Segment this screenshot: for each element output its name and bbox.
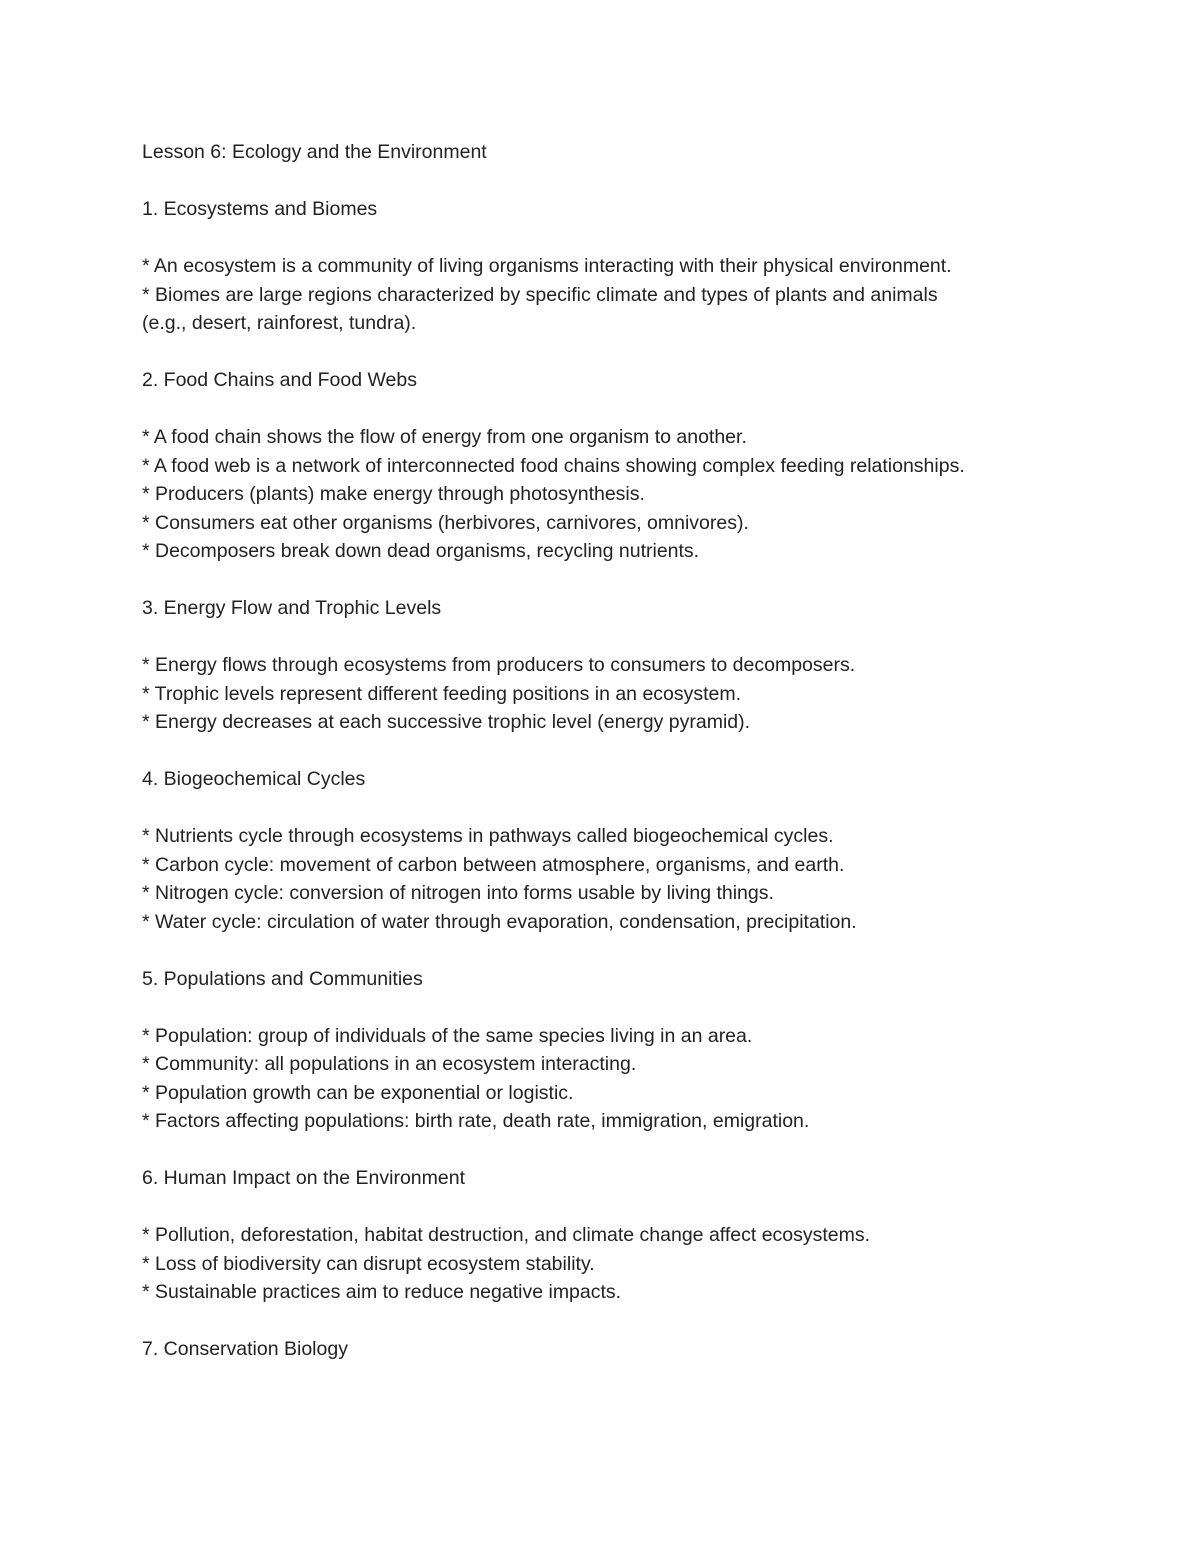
spacer xyxy=(142,794,1122,823)
spacer xyxy=(142,737,1122,766)
section-heading: 3. Energy Flow and Trophic Levels xyxy=(142,597,442,619)
document-title: Lesson 6: Ecology and the Environment xyxy=(142,141,487,163)
spacer xyxy=(142,338,1122,367)
spacer xyxy=(142,566,1122,595)
spacer xyxy=(142,1307,1122,1336)
spacer xyxy=(142,936,1122,965)
bullet-line: * Energy decreases at each successive trophic level (energy pyramid). xyxy=(142,711,751,733)
bullet-line: * A food web is a network of interconnected food chains showing complex feeding relationships. xyxy=(142,454,965,477)
bullet-line: * Consumers eat other organisms (herbivores, carnivores, omnivores). xyxy=(142,511,749,534)
section-food-chains-and-food-webs xyxy=(142,366,1122,594)
bullet-line: * Loss of biodiversity can disrupt ecosystem stability. xyxy=(142,1252,595,1275)
section-heading: 2. Food Chains and Food Webs xyxy=(142,369,417,391)
section-heading: 5. Populations and Communities xyxy=(142,967,423,990)
spacer xyxy=(142,1193,1122,1222)
spacer xyxy=(142,167,1122,196)
section-ecosystems-and-biomes xyxy=(142,195,1122,366)
bullet-line: * Energy flows through ecosystems from producers to consumers to decomposers. xyxy=(142,654,856,676)
bullet-line: * A food chain shows the flow of energy from one organism to another. xyxy=(142,426,747,448)
section-energy-flow-and-trophic-levels xyxy=(142,594,1122,765)
section-heading: 1. Ecosystems and Biomes xyxy=(142,198,378,220)
bullet-line: * Nitrogen cycle: conversion of nitrogen into forms usable by living things. xyxy=(142,882,774,904)
bullet-line: * Pollution, deforestation, habitat destruction, and climate change affect ecosystems. xyxy=(142,1224,871,1246)
bullet-line-continuation: (e.g., desert, rainforest, tundra). xyxy=(142,312,417,334)
section-heading: 6. Human Impact on the Environment xyxy=(142,1167,465,1189)
spacer xyxy=(142,623,1122,652)
section-populations-and-communities xyxy=(142,965,1122,1165)
bullet-line: * Nutrients cycle through ecosystems in pathways called biogeochemical cycles. xyxy=(142,825,834,847)
spacer xyxy=(142,224,1122,253)
spacer xyxy=(142,993,1122,1022)
bullet-line: * Water cycle: circulation of water through evaporation, condensation, precipitation. xyxy=(142,910,857,933)
bullet-line: * Factors affecting populations: birth rate, death rate, immigration, emigration. xyxy=(142,1110,810,1132)
spacer xyxy=(142,395,1122,424)
bullet-line: * Carbon cycle: movement of carbon between atmosphere, organisms, and earth. xyxy=(142,853,845,876)
document-page xyxy=(142,138,1122,1364)
section-conservation-biology xyxy=(142,1335,1122,1364)
bullet-line: * Decomposers break down dead organisms, recycling nutrients. xyxy=(142,540,700,562)
bullet-line: * An ecosystem is a community of living organisms interacting with their physical environment. xyxy=(142,255,952,277)
bullet-line: * Producers (plants) make energy through photosynthesis. xyxy=(142,483,645,505)
section-heading: 7. Conservation Biology xyxy=(142,1338,348,1360)
bullet-line: * Biomes are large regions characterized by specific climate and types of plants and animals xyxy=(142,283,938,306)
section-heading: 4. Biogeochemical Cycles xyxy=(142,768,366,790)
bullet-line: * Community: all populations in an ecosystem interacting. xyxy=(142,1053,637,1075)
spacer xyxy=(142,1136,1122,1165)
section-biogeochemical-cycles xyxy=(142,765,1122,965)
bullet-line: * Trophic levels represent different feeding positions in an ecosystem. xyxy=(142,682,742,705)
bullet-line: * Sustainable practices aim to reduce negative impacts. xyxy=(142,1281,622,1303)
section-human-impact-on-the-environment xyxy=(142,1164,1122,1335)
bullet-line: * Population: group of individuals of the same species living in an area. xyxy=(142,1024,753,1047)
bullet-line: * Population growth can be exponential or logistic. xyxy=(142,1081,574,1104)
